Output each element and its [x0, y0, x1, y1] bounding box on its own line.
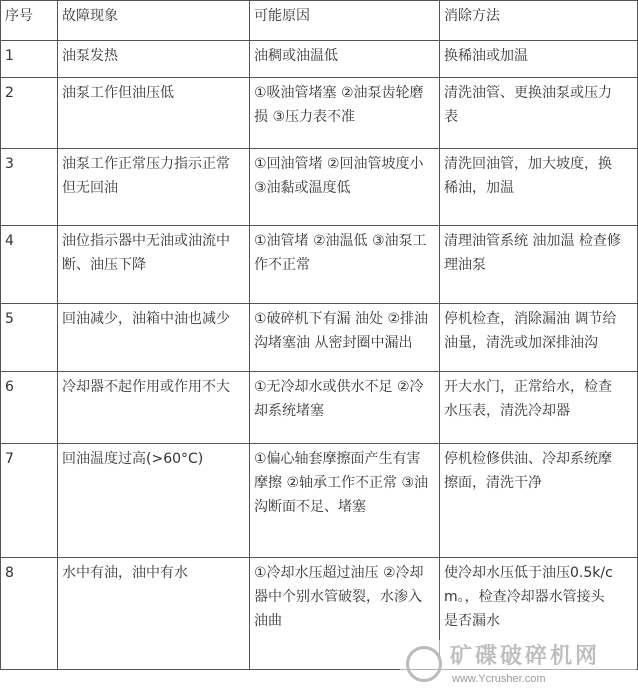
symptom-cell: 油泵工作正常压力指示正常 但无回油	[58, 149, 250, 226]
cause-cell: ①无冷却水或供水不足 ②冷 却系统堵塞	[250, 372, 440, 444]
cause-cell: ①油管堵 ②油温低 ③油泵工 作不正常	[250, 226, 440, 304]
table-row	[1, 41, 638, 78]
remedy-cell: 使冷却水压低于油压0.5k/c m。，检查冷却器水管接头 是否漏水	[440, 558, 638, 670]
table-row	[1, 78, 638, 149]
header-cell-no: 序号	[1, 1, 58, 41]
symptom-cell: 油泵发热	[58, 41, 250, 78]
remedy-cell: 开大水门，正常给水，检查 水压表，清洗冷却器	[440, 372, 638, 444]
table-row	[1, 149, 638, 226]
row-number: 5	[1, 304, 58, 372]
table-row	[1, 226, 638, 304]
table-row	[1, 304, 638, 372]
cause-cell: ①偏心轴套摩擦面产生有害 摩擦 ②轴承工作不正常 ③油 沟断面不足、堵塞	[250, 444, 440, 558]
table-row	[1, 372, 638, 444]
row-number: 4	[1, 226, 58, 304]
watermark	[400, 640, 636, 690]
row-number: 6	[1, 372, 58, 444]
watermark-url: www.Ycrusher.com	[452, 673, 546, 685]
symptom-cell: 水中有油，油中有水	[58, 558, 250, 670]
table-row	[1, 444, 638, 558]
row-number: 2	[1, 78, 58, 149]
cause-cell: ①冷却水压超过油压 ②冷却 器中个别水管破裂，水渗入 油曲	[250, 558, 440, 670]
cause-cell: ①回油管堵 ②回油管坡度小 ③油黏或温度低	[250, 149, 440, 226]
watermark-logo-icon	[406, 646, 442, 682]
fault-table-body	[1, 1, 638, 670]
symptom-cell: 油泵工作但油压低	[58, 78, 250, 149]
symptom-cell: 冷却器不起作用或作用不大	[58, 372, 250, 444]
row-number: 3	[1, 149, 58, 226]
header-cell-symptom: 故障现象	[58, 1, 250, 41]
remedy-cell: 清理油管系统 油加温 检查修 理油泵	[440, 226, 638, 304]
header-cell-cause: 可能原因	[250, 1, 440, 41]
table-header-row	[1, 1, 638, 41]
symptom-cell: 回油温度过高(>60°C)	[58, 444, 250, 558]
row-number: 8	[1, 558, 58, 670]
cause-cell: 油稠或油温低	[250, 41, 440, 78]
cause-cell: ①破碎机下有漏 油处 ②排油 沟堵塞油 从密封圈中漏出	[250, 304, 440, 372]
remedy-cell: 换稀油或加温	[440, 41, 638, 78]
symptom-cell: 油位指示器中无油或油流中 断、油压下降	[58, 226, 250, 304]
header-cell-remedy: 消除方法	[440, 1, 638, 41]
remedy-cell: 停机检修供油、冷却系统摩 擦面，清洗干净	[440, 444, 638, 558]
remedy-cell: 停机检查，消除漏油 调节给 油量，清洗或加深排油沟	[440, 304, 638, 372]
remedy-cell: 清洗回油管，加大坡度，换 稀油，加温	[440, 149, 638, 226]
remedy-cell: 清洗油管、更换油泵或压力 表	[440, 78, 638, 149]
row-number: 7	[1, 444, 58, 558]
row-number: 1	[1, 41, 58, 78]
watermark-title: 矿碟破碎机网	[450, 644, 601, 669]
symptom-cell: 回油减少，油箱中油也减少	[58, 304, 250, 372]
cause-cell: ①吸油管堵塞 ②油泵齿轮磨 损 ③压力表不准	[250, 78, 440, 149]
